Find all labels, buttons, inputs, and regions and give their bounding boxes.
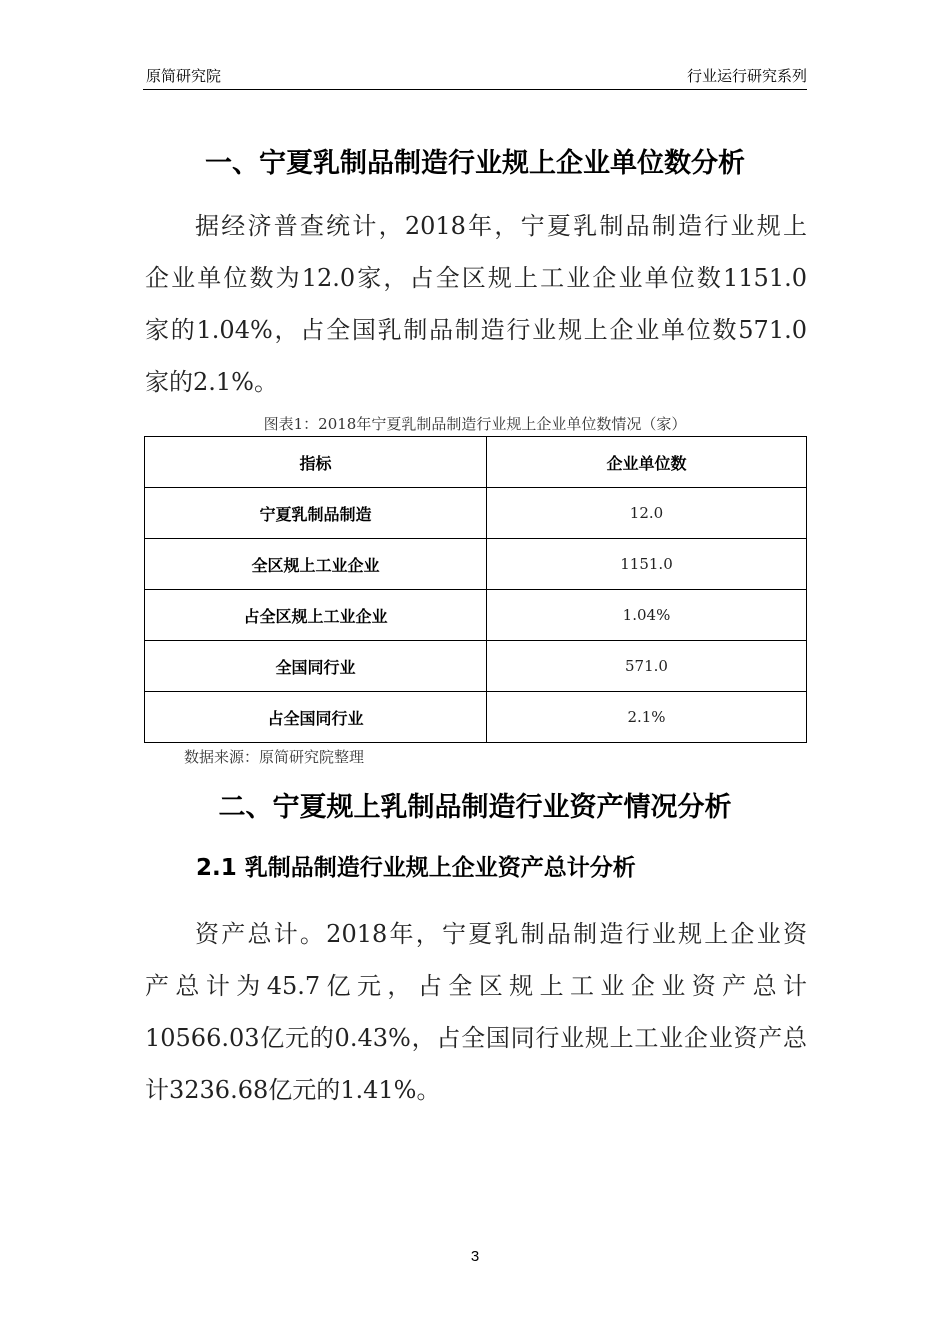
row-value: 12.0 (487, 488, 807, 539)
paragraph-line: 家的1.04%，占全国乳制品制造行业规上企业单位数571.0 (145, 316, 807, 344)
paragraph-line: 资产总计。2018年，宁夏乳制品制造行业规上企业资 (195, 920, 807, 948)
row-value: 1151.0 (487, 539, 807, 590)
table-header-row (145, 437, 807, 488)
row-label: 全区规上工业企业 (145, 539, 487, 590)
section1-title: 一、宁夏乳制品制造行业规上企业单位数分析 (205, 148, 745, 179)
table-row (145, 641, 807, 692)
section2-subtitle: 2.1 乳制品制造行业规上企业资产总计分析 (196, 855, 636, 881)
header-org-name: 原简研究院 (146, 67, 222, 85)
enterprise-count-table (144, 436, 807, 743)
column-header-count: 企业单位数 (487, 437, 807, 488)
table-row (145, 488, 807, 539)
header-series-name: 行业运行研究系列 (686, 67, 807, 85)
column-header-indicator: 指标 (145, 437, 487, 488)
table-row (145, 539, 807, 590)
header-divider (143, 89, 807, 90)
paragraph-line: 家的2.1%。 (145, 368, 278, 396)
row-label: 宁夏乳制品制造 (145, 488, 487, 539)
row-value: 2.1% (487, 692, 807, 743)
page-number: 3 (470, 1248, 480, 1265)
table-caption: 图表1：2018年宁夏乳制品制造行业规上企业单位数情况（家） (263, 415, 687, 433)
row-label: 占全国同行业 (145, 692, 487, 743)
paragraph-line: 计3236.68亿元的1.41%。 (145, 1076, 441, 1104)
row-value: 571.0 (487, 641, 807, 692)
paragraph-line: 据经济普查统计，2018年，宁夏乳制品制造行业规上 (195, 212, 807, 240)
paragraph-line: 企业单位数为12.0家，占全区规上工业企业单位数1151.0 (145, 264, 807, 292)
table-row (145, 590, 807, 641)
row-value: 1.04% (487, 590, 807, 641)
paragraph-line: 10566.03亿元的0.43%，占全国同行业规上工业企业资产总 (145, 1024, 807, 1052)
section2-paragraph (145, 908, 807, 1116)
table-source-note: 数据来源：原简研究院整理 (184, 748, 365, 766)
table-row (145, 692, 807, 743)
section2-title: 二、宁夏规上乳制品制造行业资产情况分析 (218, 792, 732, 823)
row-label: 占全区规上工业企业 (145, 590, 487, 641)
row-label: 全国同行业 (145, 641, 487, 692)
section1-paragraph (145, 200, 807, 408)
paragraph-line: 产总计为45.7亿元，占全区规上工业企业资产总计 (145, 972, 807, 1000)
